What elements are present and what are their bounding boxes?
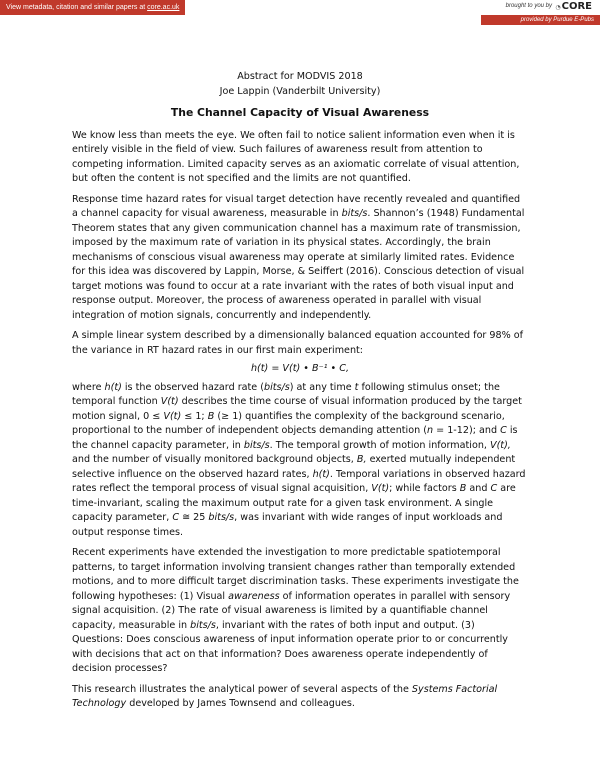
p5-seg: , invariant with the rates of both input and output. (3) Questions: Does conscious awareness of input information operate prior to or concurrently with decisions that act on that information? Does awareness operate independently of decision processes?	[72, 619, 508, 674]
p5-seg: awareness	[228, 590, 280, 602]
p4-seg: V(t)	[163, 410, 182, 422]
p4-seg: h(t)	[104, 381, 122, 393]
p4-seg: bits/s	[243, 439, 270, 451]
core-metadata-link[interactable]	[0, 0, 185, 15]
p4-seg: and the number of visually monitored background objects,	[72, 454, 357, 465]
p4-seg: ) at any time	[289, 381, 355, 393]
p4-seg: C	[172, 512, 180, 523]
p4-seg: bits/s	[264, 381, 290, 393]
p5-seg: of information operates in parallel with sensory signal acquisition. (2) The rate of visual awareness is limited by a quantifiable channel capacity, measurable in	[72, 590, 511, 631]
p4-seg: ; while factors	[389, 483, 460, 494]
p4-seg: are time-invariant, scaling the maximum output rate for a given task environment. A single capacity parameter,	[72, 483, 516, 523]
p4-seg: = 1-12); and	[433, 425, 501, 436]
p4-seg: V(t),	[490, 439, 511, 451]
p4-seg: C	[500, 425, 507, 436]
p4-seg: B	[207, 410, 215, 422]
p6-seg: developed by James Townsend and colleagues.	[126, 698, 355, 709]
hazard-equation: h(t) = V(t) • B⁻¹ • C,	[250, 363, 350, 374]
p5-seg: Recent experiments have extended the investigation to more predictable spatiotemporal patterns, to target information involving transient changes rather than temporally extended motions, and to more difficult target discrimination tasks. These experiments investigate the following hypotheses: (1) Visual	[72, 547, 519, 602]
p5-seg: bits/s	[190, 619, 216, 631]
paragraph-1: We know less than meets the eye. We often fail to notice salient information even when it is entirely visible in the field of view. Such failures of awareness result from attention to competing information. Limited capacity serves as an axiomatic correlate of visual attention, but often the content is not specified and the limits are not quantified.	[72, 129, 520, 184]
p4-seg: ≤ 1;	[181, 410, 208, 422]
core-logo[interactable]	[555, 1, 592, 12]
p4-seg: describes the time course of visual information produced by the target motion signal, 0 ≤	[72, 396, 522, 422]
p4-seg: . Temporal variations in observed hazard rates reflect the temporal process of visual signal acquisition,	[72, 468, 526, 494]
p4-seg: exerted mutually independent selective influence on the observed hazard rates,	[72, 454, 516, 480]
p4-seg: following stimulus onset; the temporal function	[72, 381, 500, 407]
p6-seg: This research illustrates the analytical power of several aspects of the	[72, 683, 412, 695]
p2-unit: bits/s	[341, 208, 368, 219]
paper-title: The Channel Capacity of Visual Awareness	[170, 106, 430, 119]
p4-seg: B	[459, 483, 467, 494]
p4-seg: B,	[356, 454, 367, 465]
provided-by-banner: provided by Purdue E-Pubs	[481, 15, 600, 25]
p4-seg: C	[490, 483, 498, 494]
core-banner	[0, 0, 600, 26]
core-link-url[interactable]: core.ac.uk	[147, 4, 180, 11]
p4-seg: is the channel capacity parameter, in	[72, 425, 518, 451]
core-link-text: View metadata, citation and similar papers at	[6, 4, 148, 11]
abstract-document	[72, 70, 528, 718]
paragraph-6	[72, 683, 528, 712]
p4-seg: and	[466, 483, 491, 494]
p4-seg: n	[426, 425, 434, 436]
brought-by-text: brought to you by	[505, 3, 552, 9]
core-logo-text: CORE	[561, 1, 592, 12]
paragraph-2	[72, 193, 528, 324]
p4-seg: where	[72, 381, 105, 393]
p4-seg: is the observed hazard rate (	[121, 381, 264, 393]
venue-line: Abstract for MODVIS 2018	[237, 71, 363, 82]
p2-text-a: Response time hazard rates for visual target detection have recently revealed and quantified a channel capacity for visual awareness, measurable in	[72, 193, 521, 219]
core-logo-icon: ◔	[555, 4, 561, 11]
p4-seg: ≅ 25	[179, 512, 209, 523]
p4-seg: V(t)	[371, 483, 390, 494]
p6-seg: Systems Factorial Technology	[72, 683, 498, 709]
p4-seg: . The temporal growth of motion information,	[269, 439, 490, 451]
p4-seg: t	[354, 381, 359, 393]
p4-seg: bits/s	[208, 512, 235, 523]
p4-seg: V(t)	[160, 396, 179, 407]
paragraph-3: A simple linear system described by a dimensionally balanced equation accounted for 98% of the variance in RT hazard rates in our first main experiment:	[72, 330, 524, 356]
paragraph-4	[72, 381, 528, 541]
p4-seg: , was invariant with wide ranges of input workloads and output response times.	[72, 512, 503, 538]
paragraph-5	[72, 546, 528, 677]
author-line: Joe Lappin (Vanderbilt University)	[219, 85, 381, 97]
p2-text-b: . Shannon’s (1948) Fundamental Theorem states that any given communication channel has a maximum rate of transmission, imposed by the maximum rate of variation in its physical states. Accordingly, the brain mechanisms of conscious visual awareness may operate at similarly limited rates. Evidence for this idea was discovered by Lappin, Morse, & Seiffert (2016). Conscious detection of visual target motions was found to occur at a rate invariant with the rates of both visual input and response output. Moreover, the process of awareness operated in parallel with visual integration of motion signals, concurrently and independently.	[72, 208, 525, 321]
p4-seg: (≥ 1) quantifies the complexity of the background scenario, proportional to the number of independent objects demanding attention (	[72, 410, 505, 436]
p4-seg: h(t)	[312, 468, 330, 480]
